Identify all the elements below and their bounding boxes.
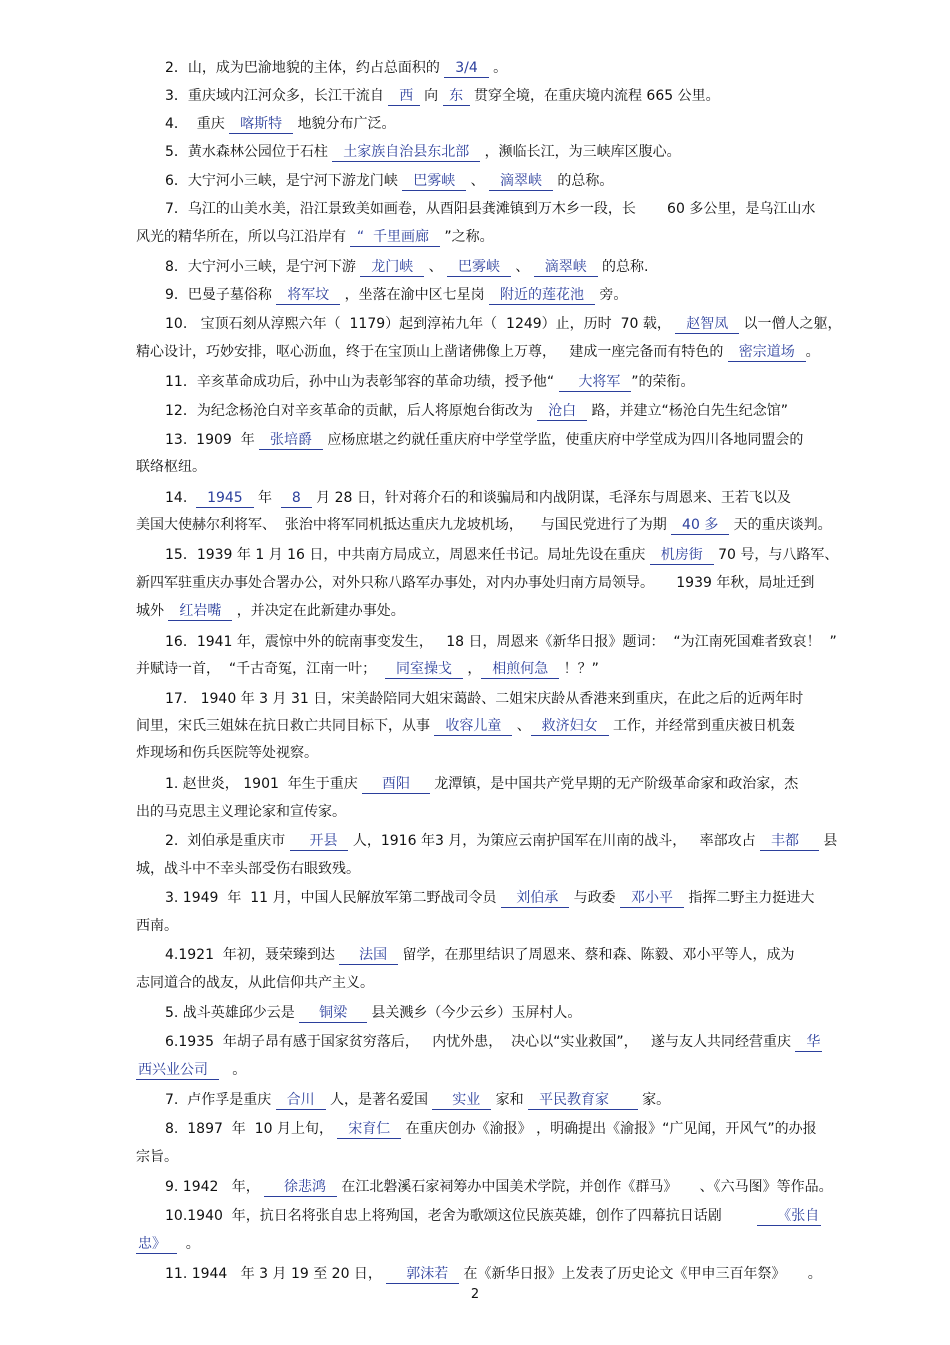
text-line: [165, 1264, 822, 1284]
question-text: 12．为纪念杨沧白对辛亥革命的贡献，后人将原炮台街改为: [165, 403, 538, 419]
text-line: [136, 716, 795, 736]
question-text: 、: [512, 718, 531, 734]
text-line: [165, 689, 803, 709]
text-line: [136, 1147, 178, 1167]
question-text: 8．大宁河小三峡，是宁河下游: [165, 259, 361, 275]
text-line: [136, 859, 360, 879]
text-line: [165, 58, 507, 78]
fill-in-answer: 邓小平: [622, 890, 682, 906]
question-text: 11．辛亥革命成功后，孙中山为表彰邹容的革命功绩，授予他“: [165, 374, 559, 390]
question-text: 7．乌江的山美水美，沿江景致美如画卷，从酉阳县龚滩镇到万木乡一段，长 60 多公里，是乌江山水: [165, 201, 816, 217]
question-text: 8. 1897 年 10 月上旬，: [165, 1121, 338, 1137]
question-text: 1. 赵世炎， 1901 年生于重庆: [165, 776, 363, 792]
text-line: [165, 831, 837, 851]
question-text: 宗旨。: [136, 1149, 178, 1165]
question-text: 天的重庆谈判。: [729, 517, 832, 533]
fill-in-answer: 8: [282, 490, 310, 506]
question-text: 人，1916 年3 月，为策应云南护国军在川南的战斗， 率部攻占: [348, 833, 761, 849]
text-line: [136, 659, 599, 679]
text-line: [165, 285, 627, 305]
question-text: 9．巴曼子墓俗称: [165, 287, 277, 303]
question-text: 10.1940 年，抗日名将张自忠上将殉国，老舍为歌颂这位民族英雄，创作了四幕抗日话剧: [165, 1208, 758, 1224]
question-text: 。: [218, 1062, 247, 1078]
text-line: [165, 199, 815, 219]
fill-in-answer: 张培爵: [261, 432, 321, 448]
fill-in-answer: 巴雾峡: [404, 173, 465, 189]
question-text: 城，战斗中不幸头部受伤右眼致残。: [136, 861, 360, 877]
text-line: [165, 86, 720, 106]
text-line: [165, 401, 788, 421]
question-text: ，: [462, 661, 482, 677]
text-line: [136, 802, 346, 822]
fill-in-answer: 附近的莲花池: [491, 287, 593, 303]
question-text: 地貌分布广泛。: [293, 116, 396, 132]
question-text: ！？”: [559, 661, 599, 677]
text-line: [165, 430, 803, 450]
text-line: [165, 314, 842, 334]
fill-in-answer: 滴翠峡: [491, 173, 551, 189]
question-text: 应杨庶堪之约就任重庆府中学堂学监，使重庆府中学堂成为四川各地同盟会的: [322, 432, 804, 448]
question-text: 在江北磐溪石家祠筹办中国美术学院，并创作《群马》 、《六马图》等作品。: [336, 1179, 833, 1195]
question-text: 5. 战斗英雄邱少云是: [165, 1005, 300, 1021]
question-text: 2. 刘伯承是重庆市: [165, 833, 290, 849]
fill-in-answer: 大将军: [560, 374, 630, 390]
text-line: [165, 1090, 670, 1110]
question-text: ”的荣衔。: [631, 374, 695, 390]
text-line: [165, 372, 695, 392]
question-text: 以一僧人之躯，: [739, 316, 842, 332]
fill-in-answer: 徐悲鸿: [266, 1179, 335, 1195]
question-text: 。: [805, 344, 820, 360]
question-text: 出的马克思主义理论家和宣传家。: [136, 804, 346, 820]
fill-in-answer: 丰都: [762, 833, 817, 849]
question-text: 2．山，成为巴渝地貌的主体，约占总面积的: [165, 60, 445, 76]
text-line: [165, 171, 613, 191]
question-text: 7. 卢作孚是重庆: [165, 1092, 276, 1108]
fill-in-answer: 龙门峡: [362, 259, 423, 275]
question-text: 贯穿全境，在重庆境内流程 665 公里。: [469, 88, 720, 104]
text-line: [165, 1119, 817, 1139]
fill-in-answer: 铜梁: [301, 1005, 365, 1021]
fill-in-answer: 开县: [291, 833, 347, 849]
question-text: 志同道合的战友，从此信仰共产主义。: [136, 975, 374, 991]
text-line: [136, 1234, 200, 1254]
question-text: 家。: [637, 1092, 671, 1108]
fill-in-answer: 郭沫若: [388, 1266, 458, 1282]
question-text: 并赋诗一首， “千古奇冤，江南一叶；: [136, 661, 386, 677]
question-text: 3．重庆域内江河众多，长江干流自: [165, 88, 389, 104]
fill-in-answer: 法国: [341, 947, 397, 963]
text-line: [165, 488, 791, 508]
text-line: [165, 632, 837, 652]
question-text: 、: [510, 259, 534, 275]
text-line: [165, 1032, 822, 1052]
fill-in-answer: 沧白: [539, 403, 586, 419]
question-text: 在重庆创办《渝报》 ，明确提出《渝报》“广见闻，开风气”的办报: [401, 1121, 817, 1137]
question-text: 风光的精华所在，所以乌江沿岸有: [136, 229, 351, 245]
text-line: [136, 916, 178, 936]
question-text: 县: [818, 833, 838, 849]
question-text: 16．1941 年，震惊中外的皖南事变发生， 18 日，周恩来《新华日报》题词： “为江南死国难者致哀！ ”: [165, 634, 837, 650]
fill-in-answer: 巴雾峡: [449, 259, 509, 275]
text-line: [136, 973, 374, 993]
fill-in-answer: 《张自: [759, 1208, 820, 1224]
question-text: 联络枢纽。: [136, 459, 206, 475]
question-text: 留学，在那里结识了周恩来、蔡和森、陈毅、邓小平等人，成为: [398, 947, 795, 963]
question-text: 6．大宁河小三峡，是宁河下游龙门峡: [165, 173, 403, 189]
text-line: [136, 515, 832, 535]
fill-in-answer: 滴翠峡: [535, 259, 596, 275]
question-text: 向: [419, 88, 443, 104]
question-text: 11. 1944 年 3 月 19 至 20 日，: [165, 1266, 387, 1282]
text-line: [136, 342, 820, 362]
question-text: 指挥二野主力挺进大: [683, 890, 815, 906]
fill-in-answer: 3/4: [446, 60, 487, 76]
question-text: 3. 1949 年 11 月，中国人民解放军第二野战司令员: [165, 890, 501, 906]
text-line: [165, 142, 681, 162]
fill-in-answer: 东: [444, 88, 468, 104]
question-text: 路，并建立“杨沧白先生纪念馆”: [587, 403, 789, 419]
question-text: 月 28 日，针对蒋介石的和谈骗局和内战阴谋，毛泽东与周恩来、王若飞以及: [311, 490, 791, 506]
question-text: 的总称.: [597, 259, 649, 275]
text-line: [136, 601, 405, 621]
fill-in-answer: 西兴业公司: [138, 1062, 217, 1078]
text-line: [136, 1060, 246, 1080]
fill-in-answer: 宋育仁: [339, 1121, 400, 1137]
fill-in-answer: 救济妇女: [532, 718, 607, 734]
question-text: 70 号，与八路军、: [713, 547, 839, 563]
question-text: ”之称。: [439, 229, 494, 245]
question-text: 城外: [136, 603, 169, 619]
fill-in-answer: 土家族自治县东北部: [334, 144, 479, 160]
question-text: 15．1939 年 1 月 16 日，中共南方局成立，周恩来任书记。局址先设在重庆: [165, 547, 650, 563]
question-text: 5．黄水森林公园位于石柱: [165, 144, 333, 160]
text-line: [136, 457, 206, 477]
text-line: [165, 945, 795, 965]
question-text: ，坐落在渝中区七星岗: [340, 287, 490, 303]
text-line: [136, 573, 814, 593]
question-text: 6.1935 年胡子昂有感于国家贫穷落后， 内忧外患， 决心以“实业救国”， 遂与友人共同经营重庆: [165, 1034, 796, 1050]
question-text: 与政委: [569, 890, 621, 906]
question-text: 新四军驻重庆办事处合署办公，对外只称八路军办事处，对内办事处归南方局领导。 1939 年秋，局址迁到: [136, 575, 815, 591]
fill-in-answer: 将军坟: [278, 287, 339, 303]
fill-in-answer: 西: [390, 88, 418, 104]
fill-in-answer: 酉阳: [364, 776, 428, 792]
fill-in-answer: 1945: [198, 490, 252, 506]
question-text: 精心设计，巧妙安排，呕心沥血，终于在宝顶山上凿诸佛像上万尊， 建成一座完备而有特色的: [136, 344, 728, 360]
fill-in-answer: 密宗道场: [729, 344, 804, 360]
question-text: ，濒临长江，为三峡库区腹心。: [480, 144, 681, 160]
question-text: 17. 1940 年 3 月 31 日，宋美龄陪同大姐宋蔼龄、二姐宋庆龄从香港来到重庆，在此之后的近两年时: [165, 691, 804, 707]
question-text: 4． 重庆: [165, 116, 230, 132]
fill-in-answer: 平民教育家: [530, 1092, 636, 1108]
text-line: [165, 774, 798, 794]
fill-in-answer: “ 千里画廊: [352, 229, 438, 245]
text-line: [165, 1177, 833, 1197]
question-text: 旁。: [594, 287, 628, 303]
question-text: 的总称。: [552, 173, 614, 189]
question-text: 工作，并经常到重庆被日机轰: [608, 718, 795, 734]
fill-in-answer: 赵智凤: [677, 316, 738, 332]
question-text: 4.1921 年初，聂荣臻到达: [165, 947, 340, 963]
question-text: 美国大使赫尔利将军、 张治中将军同机抵达重庆九龙坡机场， 与国民党进行了为期: [136, 517, 672, 533]
fill-in-answer: 机房街: [651, 547, 712, 563]
question-text: 。: [176, 1236, 200, 1252]
fill-in-answer: 实业: [434, 1092, 490, 1108]
fill-in-answer: 红岩嘴: [170, 603, 231, 619]
question-text: 人，是著名爱国: [325, 1092, 433, 1108]
fill-in-answer: 喀斯特: [231, 116, 292, 132]
question-text: 间里，宋氏三姐妹在抗日救亡共同目标下，从事: [136, 718, 435, 734]
text-line: [165, 1206, 821, 1226]
question-text: 龙潭镇，是中国共产党早期的无产阶级革命家和政治家，杰: [429, 776, 799, 792]
fill-in-answer: 合川: [277, 1092, 324, 1108]
fill-in-answer: 忠》: [138, 1236, 175, 1252]
question-text: 13. 1909 年: [165, 432, 260, 448]
question-text: 年: [253, 490, 281, 506]
text-line: [165, 888, 814, 908]
question-text: 西南。: [136, 918, 178, 934]
text-line: [165, 1003, 581, 1023]
text-line: [136, 743, 318, 763]
text-line: [165, 545, 838, 565]
question-text: 家和: [491, 1092, 529, 1108]
fill-in-answer: 同室操戈: [387, 661, 461, 677]
fill-in-answer: 收容儿童: [436, 718, 511, 734]
fill-in-answer: 刘伯承: [502, 890, 568, 906]
question-text: 14.: [165, 490, 197, 506]
fill-in-answer: 40 多: [673, 517, 728, 533]
text-line: [136, 227, 494, 247]
page-number: 2: [470, 1287, 480, 1302]
question-text: 县关溅乡（今少云乡）玉屏村人。: [366, 1005, 582, 1021]
question-text: 。: [488, 60, 508, 76]
text-line: [165, 114, 396, 134]
question-text: 10. 宝顶石刻从淳熙六年（ 1179）起到淳祐九年（ 1249）止，历时 70 载，: [165, 316, 676, 332]
question-text: 炸现场和伤兵医院等处视察。: [136, 745, 318, 761]
question-text: 、: [466, 173, 490, 189]
question-text: 9. 1942 年，: [165, 1179, 265, 1195]
question-text: ，并决定在此新建办事处。: [232, 603, 405, 619]
fill-in-answer: 相煎何急: [483, 661, 558, 677]
question-text: 在《新华日报》上发表了历史论文《甲申三百年祭》 。: [459, 1266, 822, 1282]
question-text: 、: [424, 259, 448, 275]
text-line: [165, 257, 649, 277]
fill-in-answer: 华: [797, 1034, 821, 1050]
